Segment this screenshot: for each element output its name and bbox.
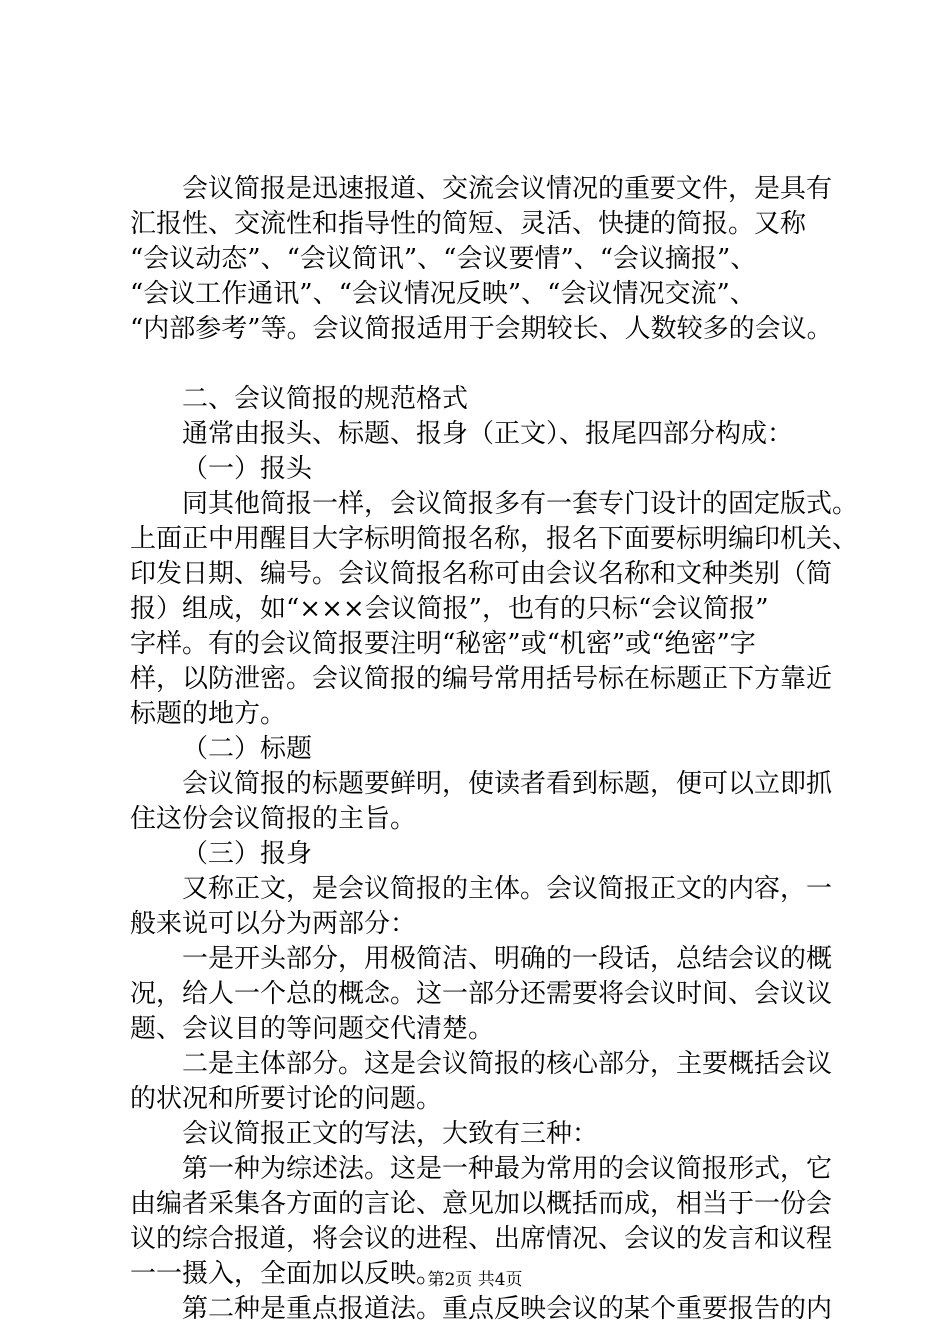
text-line: 同其他简报一样，会议简报多有一套专门设计的固定版式。: [182, 489, 859, 519]
text-line: 题、会议目的等问题交代清楚。: [130, 1014, 495, 1044]
text-line: 况，给人一个总的概念。这一部分还需要将会议时间、会议议: [130, 979, 833, 1009]
text-line: 会议简报的标题要鲜明，使读者看到标题，便可以立即抓: [182, 769, 833, 799]
text-line: “内部参考”等。会议简报适用于会期较长、人数较多的会议。: [130, 314, 833, 344]
text-line: 印发日期、编号。会议简报名称可由会议名称和文种类别（简: [130, 559, 833, 589]
text-line: 上面正中用醒目大字标明简报名称，报名下面要标明编印机关、: [130, 524, 859, 554]
text-line: “会议动态”、“会议简讯”、“会议要情”、“会议摘报”、: [130, 244, 757, 274]
subsection-heading: （三）报身: [182, 839, 313, 869]
text-line: 样，以防泄密。会议简报的编号常用括号标在标题正下方靠近: [130, 664, 833, 694]
text-line: 一是开头部分，用极简洁、明确的一段话，总结会议的概: [182, 944, 833, 974]
text-line: 住这份会议简报的主旨。: [130, 804, 417, 834]
text-line: 的状况和所要讨论的问题。: [130, 1084, 443, 1114]
text-line: 般来说可以分为两部分：: [130, 909, 417, 939]
paragraph-gap: [130, 347, 830, 382]
text-line: 又称正文，是会议简报的主体。会议简报正文的内容，一: [182, 874, 833, 904]
document-body: [130, 172, 859, 1327]
text-line: 一一摄入，全面加以反映。: [130, 1259, 443, 1289]
subsection-heading: （一）报头: [182, 454, 313, 484]
text-line: 通常由报头、标题、报身（正文）、报尾四部分构成：: [182, 419, 794, 449]
text-line: 议的综合报道，将会议的进程、出席情况、会议的发言和议程: [130, 1224, 833, 1254]
text-line: 会议简报是迅速报道、交流会议情况的重要文件，是具有: [182, 174, 833, 204]
text-line: 会议简报正文的写法，大致有三种：: [182, 1119, 599, 1149]
page-number-footer: 第2页 共4页: [427, 1270, 523, 1290]
section-heading: 二、会议简报的规范格式: [182, 384, 469, 414]
text-line: 汇报性、交流性和指导性的简短、灵活、快捷的简报。又称: [130, 209, 807, 239]
subsection-heading: （二）标题: [182, 734, 313, 764]
text-line: 第二种是重点报道法。重点反映会议的某个重要报告的内: [182, 1294, 833, 1324]
text-line: 字样。有的会议简报要注明“秘密”或“机密”或“绝密”字: [130, 629, 756, 659]
text-line: 由编者采集各方面的言论、意见加以概括而成，相当于一份会: [130, 1189, 833, 1219]
text-line: “会议工作通讯”、“会议情况反映”、“会议情况交流”、: [130, 279, 756, 309]
text-line: 报）组成，如“×××会议简报”，也有的只标“会议简报”: [130, 594, 769, 624]
text-line: 标题的地方。: [130, 699, 287, 729]
text-line: 二是主体部分。这是会议简报的核心部分，主要概括会议: [182, 1049, 833, 1079]
text-line: 第一种为综述法。这是一种最为常用的会议简报形式，它: [182, 1154, 833, 1184]
